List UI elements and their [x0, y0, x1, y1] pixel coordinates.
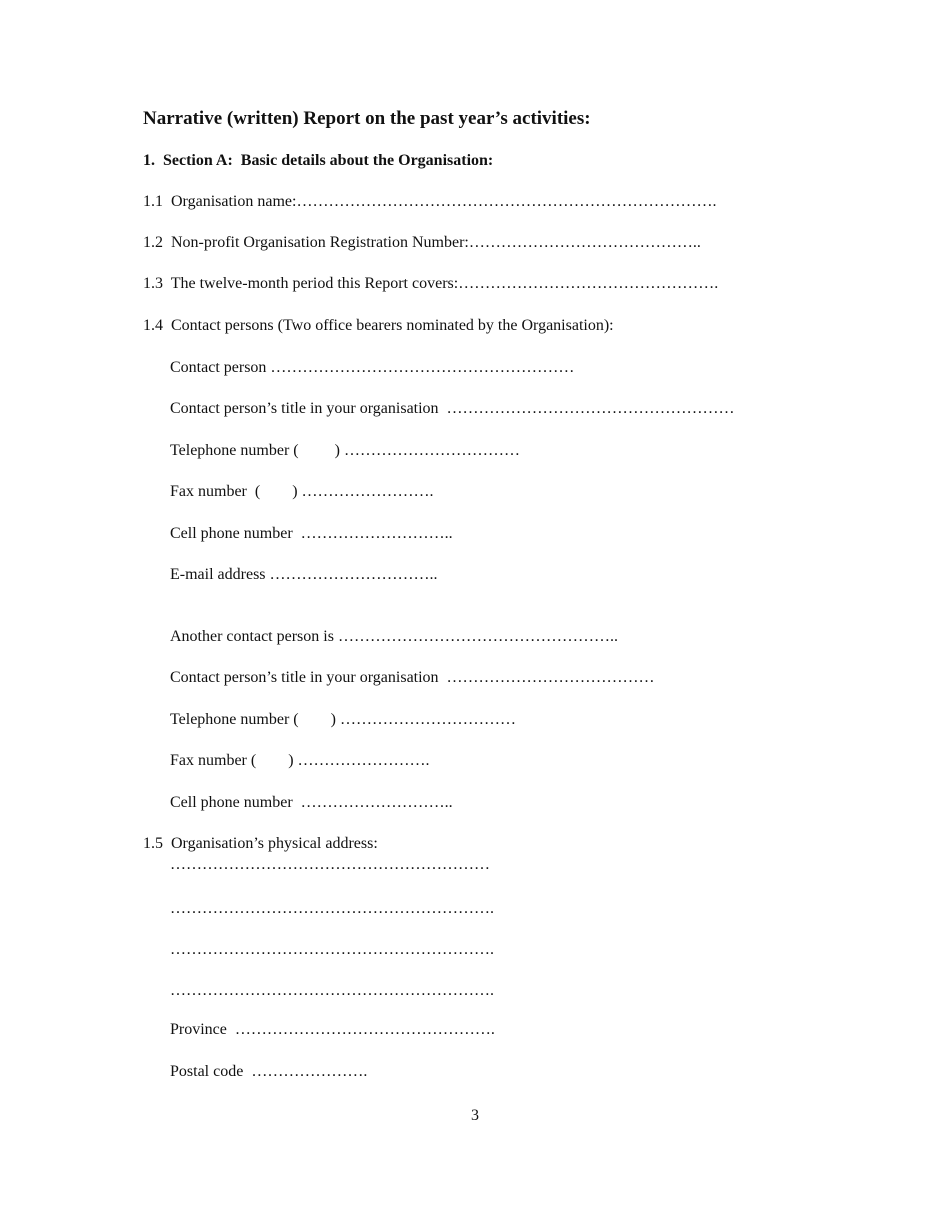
another-contact-person-field: Another contact person is …………………………………………….. — [170, 628, 618, 645]
report-title: Narrative (written) Report on the past year’s activities: — [143, 108, 591, 129]
address-line-1: …………………………………………………… — [170, 856, 490, 873]
address-line-3: ……………………………………………………. — [170, 941, 494, 958]
contact2-telephone-field: Telephone number ( ) …………………………… — [170, 711, 516, 728]
postal-code-field: Postal code …………………. — [170, 1063, 368, 1080]
contact-person-field: Contact person ………………………………………………… — [170, 359, 575, 376]
address-line-2: ……………………………………………………. — [170, 900, 494, 917]
physical-address-heading: 1.5 Organisation’s physical address: — [143, 835, 378, 852]
telephone-number-field: Telephone number ( ) …………………………… — [170, 442, 520, 459]
cell-phone-field: Cell phone number ……………………….. — [170, 525, 453, 542]
province-field: Province …………………………………………. — [170, 1021, 495, 1038]
section-a-heading: 1. Section A: Basic details about the Organisation: — [143, 152, 494, 169]
registration-number-field: 1.2 Non-profit Organisation Registration Number:…………………………………….. — [143, 234, 701, 251]
fax-number-field: Fax number ( ) ……………………. — [170, 483, 434, 500]
address-line-4: ……………………………………………………. — [170, 982, 494, 999]
contact2-fax-field: Fax number ( ) ……………………. — [170, 752, 430, 769]
contact-persons-heading: 1.4 Contact persons (Two office bearers nominated by the Organisation): — [143, 317, 614, 334]
contact2-title-field: Contact person’s title in your organisation ………………………………… — [170, 669, 655, 686]
organisation-name-field: 1.1 Organisation name:……………………………………………………………………. — [143, 193, 717, 210]
contact-person-title-field: Contact person’s title in your organisation ……………………………………………… — [170, 400, 735, 417]
email-address-field: E-mail address ………………………….. — [170, 566, 438, 583]
report-period-field: 1.3 The twelve-month period this Report covers:…………………………………………. — [143, 275, 719, 292]
contact2-cell-phone-field: Cell phone number ……………………….. — [170, 794, 453, 811]
page-number: 3 — [471, 1107, 479, 1124]
